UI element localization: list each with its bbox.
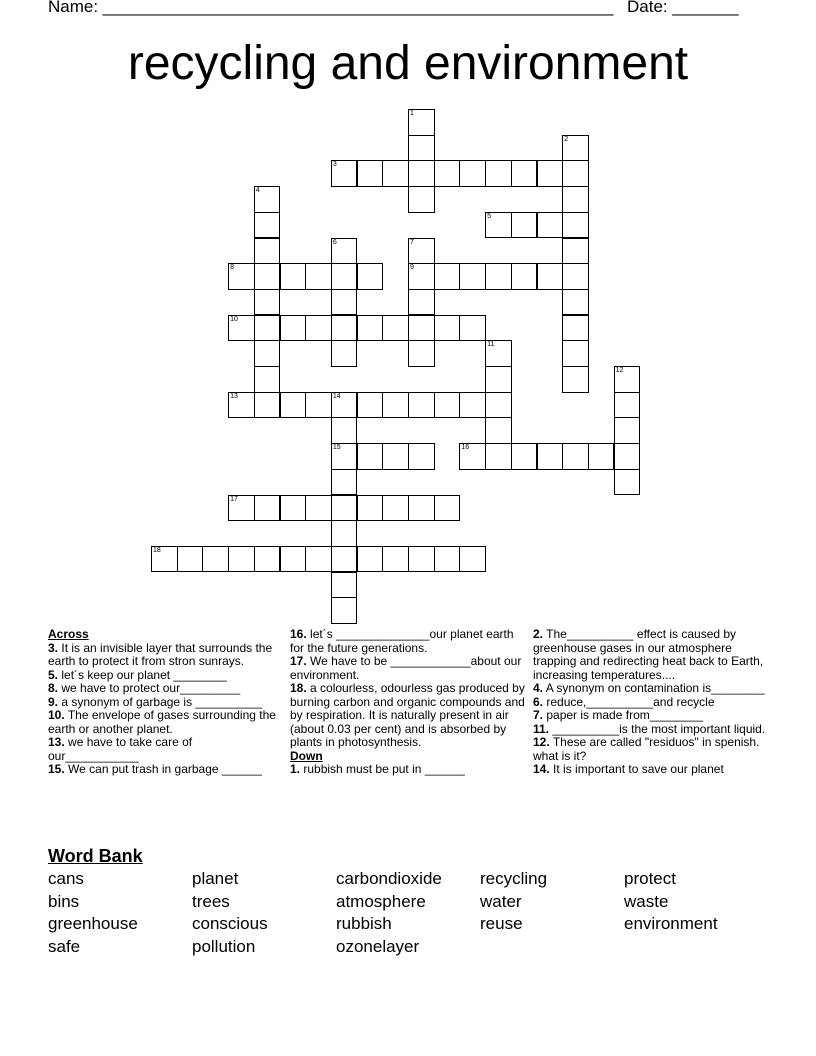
crossword-cell[interactable]	[305, 263, 332, 290]
crossword-cell[interactable]	[331, 392, 358, 419]
word-bank-item: carbondioxide	[336, 869, 442, 888]
crossword-cell[interactable]	[331, 263, 358, 290]
crossword-cell[interactable]	[614, 469, 641, 496]
crossword-cell[interactable]	[254, 366, 281, 393]
crossword-cell[interactable]	[408, 238, 435, 265]
name-field[interactable]: Name: ______________________________________________________	[48, 0, 614, 16]
crossword-cell[interactable]	[254, 495, 281, 522]
crossword-cell[interactable]	[408, 186, 435, 213]
crossword-cell[interactable]	[408, 315, 435, 342]
crossword-cell[interactable]	[459, 392, 486, 419]
crossword-cell[interactable]	[614, 443, 641, 470]
crossword-cell[interactable]	[357, 315, 384, 342]
crossword-cell[interactable]	[614, 366, 641, 393]
crossword-cell[interactable]	[408, 340, 435, 367]
crossword-cell[interactable]	[331, 417, 358, 444]
crossword-cell[interactable]	[357, 495, 384, 522]
crossword-cell[interactable]	[434, 495, 461, 522]
word-bank-item: environment	[624, 914, 718, 934]
crossword-cell[interactable]	[562, 289, 589, 316]
word-bank-item: conscious	[192, 914, 268, 934]
clues-column-3	[533, 628, 773, 777]
word-bank-item: bins	[48, 891, 80, 911]
crossword-cell[interactable]	[459, 443, 486, 470]
crossword-cell[interactable]	[562, 443, 589, 470]
crossword-cell[interactable]	[305, 495, 332, 522]
clue-number: 1	[410, 110, 414, 117]
down-heading: Down	[290, 748, 323, 763]
clue-across-13: 13. we have to take care of our___________	[48, 735, 193, 763]
clue-number: 5	[487, 212, 491, 220]
clue-number: 3	[332, 161, 337, 169]
crossword-cell[interactable]	[408, 289, 435, 316]
clue-across-15: 15. We can put trash in garbage ______	[48, 762, 262, 776]
crossword-cell[interactable]	[408, 109, 435, 136]
clue-number: 6	[332, 238, 337, 246]
crossword-cell[interactable]	[382, 495, 409, 522]
crossword-cell[interactable]	[357, 160, 384, 187]
crossword-cell[interactable]	[562, 263, 589, 290]
clue-down-6: 6. reduce,__________and recycle	[533, 694, 715, 709]
word-bank-item: rubbish	[336, 914, 392, 934]
crossword-cell[interactable]	[382, 160, 409, 187]
clue-across-5: 5. let´s keep our planet ________	[48, 667, 227, 682]
crossword-cell[interactable]	[331, 546, 358, 573]
crossword-cell[interactable]	[254, 238, 281, 265]
crossword-cell[interactable]	[331, 597, 358, 624]
crossword-cell[interactable]	[459, 160, 486, 187]
crossword-cell[interactable]	[562, 340, 589, 367]
crossword-cell[interactable]	[408, 392, 435, 419]
word-bank-item: waste	[624, 891, 669, 911]
crossword-cell[interactable]	[511, 160, 538, 187]
crossword-cell[interactable]	[280, 546, 307, 573]
crossword-cell[interactable]	[228, 495, 255, 522]
crossword-cell[interactable]	[408, 443, 435, 470]
clues-column-1	[48, 628, 283, 777]
clue-down-7: 7. paper is made from________	[533, 708, 704, 722]
clue-number: 17	[230, 495, 238, 503]
crossword-cell[interactable]	[485, 443, 512, 470]
clue-across-18: 18. a colourless, odourless gas produced by burning carbon and organic compounds and by respiration. It is naturally present in air (about 0.03 per cent) and is absorbed by plants in photosynthesis.	[290, 681, 525, 749]
crossword-cell[interactable]	[228, 263, 255, 290]
word-bank-item: reuse	[480, 914, 523, 934]
crossword-cell[interactable]	[537, 263, 564, 290]
crossword-cell[interactable]	[408, 546, 435, 573]
clue-number: 15	[332, 444, 341, 452]
crossword-cell[interactable]	[382, 443, 409, 470]
crossword-cell[interactable]	[331, 572, 358, 599]
crossword-cell[interactable]	[588, 443, 615, 470]
crossword-cell[interactable]	[151, 546, 178, 573]
clue-number: 4	[255, 187, 260, 195]
clue-number: 14	[332, 392, 341, 400]
crossword-cell[interactable]	[434, 546, 461, 573]
crossword-cell[interactable]	[614, 417, 641, 444]
crossword-cell[interactable]	[305, 546, 332, 573]
crossword-cell[interactable]	[280, 392, 307, 419]
crossword-cell[interactable]	[254, 212, 281, 239]
clue-down-2: 2. The__________ effect is caused by greenhouse gases in our atmosphere trapping and redirecting heat back to Earth, increasing temperatures....	[533, 627, 764, 682]
word-bank-item: recycling	[480, 869, 548, 888]
word-bank-item: pollution	[192, 937, 256, 957]
crossword-cell[interactable]	[562, 212, 589, 239]
crossword-cell[interactable]	[280, 315, 307, 342]
crossword-cell[interactable]	[562, 315, 589, 342]
crossword-cell[interactable]	[305, 392, 332, 419]
crossword-cell[interactable]	[459, 263, 486, 290]
word-bank-item: greenhouse	[48, 914, 138, 934]
crossword-cell[interactable]	[331, 238, 358, 265]
crossword-cell[interactable]	[485, 160, 512, 187]
crossword-cell[interactable]	[331, 495, 358, 522]
across-heading: Across	[48, 627, 89, 641]
crossword-cell[interactable]	[537, 160, 564, 187]
crossword-cell[interactable]	[357, 263, 384, 290]
word-bank-item: water	[480, 891, 522, 911]
crossword-cell[interactable]	[434, 315, 461, 342]
crossword-cell[interactable]	[511, 263, 538, 290]
word-bank-item: trees	[192, 891, 230, 911]
word-bank-item: cans	[48, 869, 84, 888]
clue-number: 12	[615, 367, 624, 374]
word-bank-item: planet	[192, 869, 239, 888]
crossword-cell[interactable]	[408, 160, 435, 187]
crossword-cell[interactable]	[511, 443, 538, 470]
clue-across-9: 9. a synonym of garbage is __________	[48, 694, 263, 709]
clue-number: 13	[230, 392, 238, 400]
crossword-cell[interactable]	[562, 135, 589, 162]
word-bank-title: Word Bank	[48, 846, 143, 866]
crossword-cell[interactable]	[485, 392, 512, 419]
clue-down-1: 1. rubbish must be put in ______	[290, 762, 465, 776]
clue-down-14: 14. It is important to save our planet	[533, 762, 724, 776]
clue-number: 16	[461, 444, 470, 452]
crossword-cell[interactable]	[382, 315, 409, 342]
clue-number: 11	[487, 341, 495, 349]
clues-column-2	[290, 628, 528, 777]
crossword-cell[interactable]	[254, 289, 281, 316]
crossword-cell[interactable]	[254, 546, 281, 573]
crossword-cell[interactable]	[485, 340, 512, 367]
crossword-cell[interactable]	[434, 160, 461, 187]
word-bank-item: safe	[48, 937, 81, 957]
crossword-cell[interactable]	[331, 315, 358, 342]
crossword-cell[interactable]	[254, 186, 281, 213]
word-bank-item: atmosphere	[336, 891, 426, 911]
clue-number: 8	[230, 264, 234, 272]
crossword-cell[interactable]	[562, 186, 589, 213]
crossword-cell[interactable]	[254, 340, 281, 367]
crossword-cell[interactable]	[562, 366, 589, 393]
date-field[interactable]: Date: _______	[627, 0, 739, 16]
crossword-cell[interactable]	[331, 289, 358, 316]
crossword-cell[interactable]	[357, 443, 384, 470]
crossword-cell[interactable]	[331, 520, 358, 547]
crossword-cell[interactable]	[357, 392, 384, 419]
clue-number: 9	[410, 264, 414, 272]
crossword-cell[interactable]	[562, 160, 589, 187]
crossword-cell[interactable]	[485, 366, 512, 393]
crossword-cell[interactable]	[459, 315, 486, 342]
crossword-cell[interactable]	[331, 443, 358, 470]
crossword-cell[interactable]	[254, 263, 281, 290]
crossword-cell[interactable]	[434, 263, 461, 290]
clue-across-16: 16. let´s ______________our planet earth for the future generations.	[290, 627, 514, 655]
crossword-cell[interactable]	[614, 392, 641, 419]
clue-down-4: 4. A synonym on contamination is________	[533, 681, 765, 695]
crossword-cell[interactable]	[254, 315, 281, 342]
crossword-cell[interactable]	[331, 340, 358, 367]
crossword-cell[interactable]	[357, 546, 384, 573]
clue-across-17: 17. We have to be ____________about our environment.	[290, 654, 522, 682]
crossword-cell[interactable]	[537, 212, 564, 239]
word-bank	[48, 868, 768, 959]
clue-number: 2	[564, 135, 569, 143]
crossword-cell[interactable]	[382, 546, 409, 573]
crossword-cell[interactable]	[434, 392, 461, 419]
clue-number: 7	[410, 238, 414, 246]
crossword-cell[interactable]	[408, 495, 435, 522]
crossword-cell[interactable]	[485, 263, 512, 290]
clue-down-11: 11. __________is the most important liquid.	[533, 721, 766, 736]
crossword-cell[interactable]	[228, 546, 255, 573]
clue-across-3: 3. It is an invisible layer that surrounds the earth to protect it from stron sunrays.	[48, 640, 273, 668]
crossword-cell[interactable]	[485, 417, 512, 444]
page-title: recycling and environment	[127, 37, 689, 90]
crossword-cell[interactable]	[331, 469, 358, 496]
crossword-cell[interactable]	[408, 263, 435, 290]
clue-number: 18	[153, 546, 161, 554]
word-bank-item: protect	[624, 869, 676, 888]
crossword-cell[interactable]	[177, 546, 204, 573]
crossword-cell[interactable]	[485, 212, 512, 239]
clue-down-12: 12. These are called "residuos" in spenish. what is it?	[533, 735, 760, 763]
crossword-cell[interactable]	[537, 443, 564, 470]
crossword-cell[interactable]	[331, 160, 358, 187]
crossword-cell[interactable]	[228, 315, 255, 342]
crossword-cell[interactable]	[562, 238, 589, 265]
word-bank-item: ozonelayer	[336, 937, 420, 957]
crossword-cell[interactable]	[202, 546, 229, 573]
crossword-cell[interactable]	[305, 315, 332, 342]
clue-across-10: 10. The envelope of gases surrounding the earth or another planet.	[48, 708, 276, 736]
crossword-cell[interactable]	[382, 392, 409, 419]
crossword-cell[interactable]	[408, 135, 435, 162]
crossword-cell[interactable]	[511, 212, 538, 239]
crossword-cell[interactable]	[459, 546, 486, 573]
clue-across-8: 8. we have to protect our_________	[48, 681, 241, 695]
crossword-cell[interactable]	[280, 495, 307, 522]
clue-number: 10	[230, 315, 238, 323]
crossword-cell[interactable]	[280, 263, 307, 290]
crossword-cell[interactable]	[228, 392, 255, 419]
crossword-cell[interactable]	[254, 392, 281, 419]
